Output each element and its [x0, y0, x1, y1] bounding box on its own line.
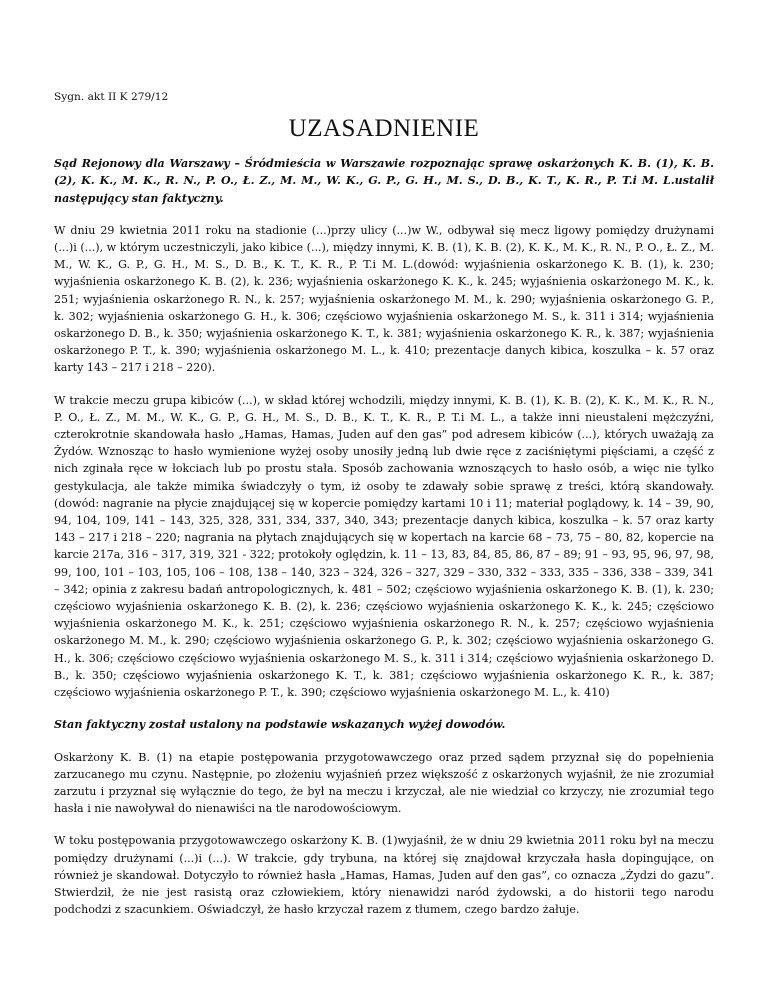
case-reference: Sygn. akt II K 279/12 — [54, 91, 169, 103]
body-paragraph: Oskarżony K. B. (1) na etapie postępowania przygotowawczego oraz przed sądem przyznał się do popełnienia zarzucanego mu czynu. Następnie, po złożeniu wyjaśnień przez większość z oskarżonych wyjaśnił, że nie zrozumiał zarzutu i przyznał się wyłącznie do tego, że był na meczu i krzyczał, ale nie wiedział co krzyczy, nie zrozumiał tego hasła i nie nawoływał do nienawiści na tle narodowościowym. — [54, 750, 714, 816]
basis-heading: Stan faktyczny został ustalony na podstawie wskazanych wyżej dowodów. — [54, 718, 506, 732]
body-paragraph: W toku postępowania przygotowawczego oskarżony K. B. (1)wyjaśnił, że w dniu 29 kwietnia 2011 roku był na meczu pomiędzy drużynami (...)i (...). W trakcie, gdy trybuna, na której się znajdował krzyczała hasła dopingujące, on również je skandował. Dotyczyło to również hasła „Hamas, Hamas, Juden auf den gas”, co oznacza „Żydzi do gazu”. Stwierdził, że nie jest rasistą oraz człowiekiem, który nienawidzi naród żydowski, a do historii tego narodu podchodzi z szacunkiem. Oświadczył, że hasło krzyczał razem z tłumem, czego bardzo żałuje. — [54, 834, 714, 917]
intro-paragraph: Sąd Rejonowy dla Warszawy – Śródmieścia w Warszawie rozpoznając sprawę oskarżonych K. B. (1), K. B. (2), K. K., M. K., R. N., P. O., Ł. Z., M. M., W. K., G. P., G. H., M. S., D. B., K. T., K. R., P. T.i M. L.ustalił następujący stan faktyczny. — [54, 157, 714, 205]
document-title: UZASADNIENIE — [288, 115, 480, 143]
body-paragraph: W dniu 29 kwietnia 2011 roku na stadionie (...)przy ulicy (...)w W., odbywał się mecz ligowy pomiędzy drużynami (...)i (...), w którym uczestniczyli, jako kibice (...), między innymi, K. B. (1), K. B. (2), K. K., M. K., R. N., P. O., Ł. Z., M. M., W. K., G. P., G. H., M. S., D. B., K. T., K. R., P. T.i M. L.(dowód: wyjaśnienia oskarżonego K. B. (1), k. 230; wyjaśnienia oskarżonego K. B. (2), k. 236; wyjaśnienia oskarżonego K. K., k. 245; wyjaśnienia oskarżonego M. K., k. 251; wyjaśnienia oskarżonego R. N., k. 257; wyjaśnienia oskarżonego M. M., k. 290; wyjaśnienia oskarżonego G. P., k. 302; wyjaśnienia oskarżonego G. H., k. 306; częściowo wyjaśnienia oskarżonego M. S., k. 311 i 314; wyjaśnienia oskarżonego D. B., k. 350; wyjaśnienia oskarżonego K. T., k. 381; wyjaśnienia oskarżonego K. R., k. 387; wyjaśnienia oskarżonego P. T., k. 390; wyjaśnienia oskarżonego M. L., k. 410; prezentacje danych kibica, koszulka – k. 57 oraz karty 143 – 217 i 218 – 220). — [54, 223, 714, 375]
body-paragraph: W trakcie meczu grupa kibiców (...), w skład której wchodzili, między innymi, K. B. (1), K. B. (2), K. K., M. K., R. N., P. O., Ł. Z., M. M., W. K., G. P., G. H., M. S., D. B., K. T., K. R., P. T.i M. L., a także inni nieustaleni mężczyźni, czterokrotnie skandowała hasło „Hamas, Hamas, Juden auf den gas” pod adresem kibiców (...), których uważają za Żydów. Wznosząc to hasło wymienione wyżej osoby unosiły jedną lub dwie ręce z zaciśniętymi pięściami, a część z nich zginała ręce w łokciach lub po prostu stała. Sposób zachowania wznoszących to hasło osób, a więc nie tylko gestykulacja, ale także mimika świadczyły o tym, iż osoby te zdawały sobie sprawę z treści, którą skandowały. (dowód: nagranie na płycie znajdującej się w kopercie pomiędzy kartami 10 i 11; materiał poglądowy, k. 14 – 39, 90, 94, 104, 109, 141 – 143, 325, 328, 331, 334, 337, 340, 343; prezentacje danych kibica, koszulka – k. 57 oraz karty 143 – 217 i 218 – 220; nagrania na płytach znajdujących się w kopertach na karcie 68 – 73, 75 – 80, 82, kopercie na karcie 217a, 316 – 317, 319, 321 - 322; protokoły oględzin, k. 11 – 13, 83, 84, 85, 86, 87 – 89; 91 – 93, 95, 96, 97, 98, 99, 100, 101 – 103, 105, 106 – 108, 138 – 140, 323 – 324, 326 – 327, 329 – 330, 332 – 333, 335 – 336, 338 – 339, 341 – 342; opinia z zakresu badań antropologicznych, k. 481 – 502; częściowo wyjaśnienia oskarżonego K. B. (1), k. 230; częściowo wyjaśnienia oskarżonego K. B. (2), k. 236; częściowo wyjaśnienia oskarżonego K. K., k. 245; częściowo wyjaśnienia oskarżonego M. K., k. 251; częściowo wyjaśnienia oskarżonego R. N., k. 257; częściowo wyjaśnienia oskarżonego M. M., k. 290; częściowo wyjaśnienia oskarżonego G. P., k. 302; częściowo wyjaśnienia oskarżonego G. H., k. 306; częściowo częściowo wyjaśnienia oskarżonego M. S., k. 311 i 314; częściowo wyjaśnienia oskarżonego D. B., k. 350; częściowo wyjaśnienia oskarżonego K. T., k. 381; częściowo wyjaśnienia oskarżonego K. R., k. 387; częściowo wyjaśnienia oskarżonego P. T., k. 390; częściowo wyjaśnienia oskarżonego M. L., k. 410) — [54, 393, 714, 700]
